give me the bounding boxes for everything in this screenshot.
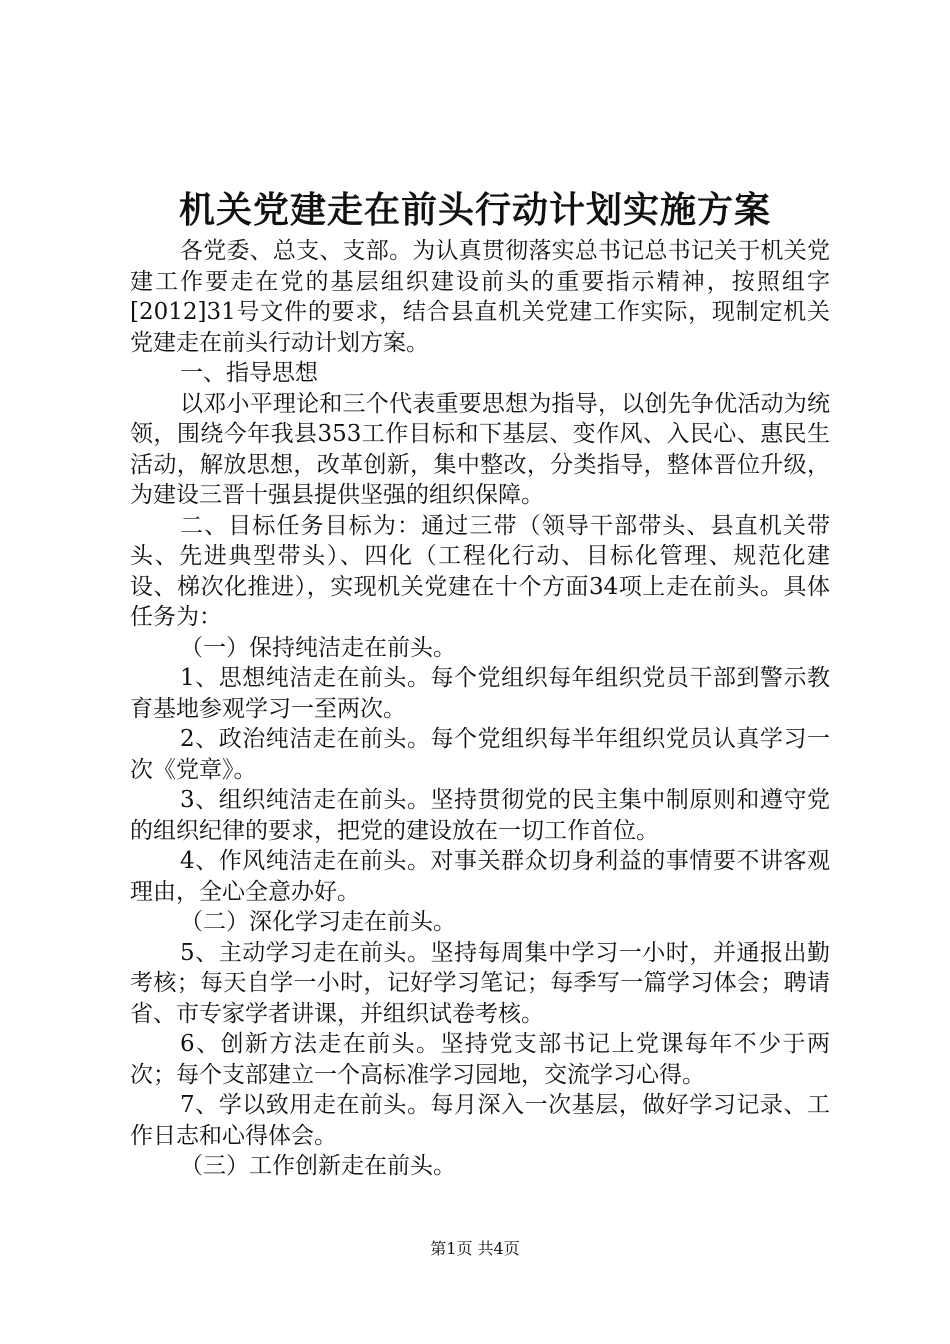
heading-guiding-thought: 一、指导思想 [180, 360, 318, 386]
paragraph-item-6: 6、创新方法走在前头。坚持党支部书记上党课每年不少于两次；每个支部建立一个高标准学习园地，交流学习心得。 [130, 1031, 830, 1088]
heading-section-3: （三）工作创新走在前头。 [180, 1153, 456, 1179]
document-body [130, 236, 830, 1182]
paragraph-item-5: 5、主动学习走在前头。坚持每周集中学习一小时，并通报出勤考核；每天自学一小时，记好学习笔记；每季写一篇学习体会；聘请省、市专家学者讲课，并组织试卷考核。 [130, 939, 830, 1027]
paragraph-intro: 各党委、总支、支部。为认真贯彻落实总书记总书记关于机关党建工作要走在党的基层组织建设前头的重要指示精神，按照组字[2012]31号文件的要求，结合县直机关党建工作实际，现制定机关党建走在前头行动计划方案。 [130, 238, 830, 356]
document-title: 机关党建走在前头行动计划实施方案 [178, 189, 771, 231]
paragraph-item-7: 7、学以致用走在前头。每月深入一次基层，做好学习记录、工作日志和心得体会。 [130, 1092, 830, 1149]
paragraph-guiding-thought: 以邓小平理论和三个代表重要思想为指导，以创先争优活动为统领，围绕今年我县353工作目标和下基层、变作风、入民心、惠民生活动，解放思想，改革创新，集中整改，分类指导，整体晋位升级，为建设三晋十强县提供坚强的组织保障。 [130, 390, 830, 508]
paragraph-item-3: 3、组织纯洁走在前头。坚持贯彻党的民主集中制原则和遵守党的组织纪律的要求，把党的建设放在一切工作首位。 [130, 787, 830, 844]
paragraph-item-4: 4、作风纯洁走在前头。对事关群众切身利益的事情要不讲客观理由，全心全意办好。 [130, 848, 830, 905]
heading-section-2: （二）深化学习走在前头。 [180, 909, 456, 935]
page-footer: 第1页 共4页 [430, 1239, 520, 1258]
heading-section-1: （一）保持纯洁走在前头。 [180, 634, 456, 661]
paragraph-goals: 二、目标任务目标为：通过三带（领导干部带头、县直机关带头、先进典型带头）、四化（工程化行动、目标化管理、规范化建设、梯次化推进），实现机关党建在十个方面34项上走在前头。具体任务为： [130, 512, 830, 630]
paragraph-item-1: 1、思想纯洁走在前头。每个党组织每年组织党员干部到警示教育基地参观学习一至两次。 [130, 665, 830, 722]
paragraph-item-2: 2、政治纯洁走在前头。每个党组织每半年组织党员认真学习一次《党章》。 [130, 726, 830, 783]
